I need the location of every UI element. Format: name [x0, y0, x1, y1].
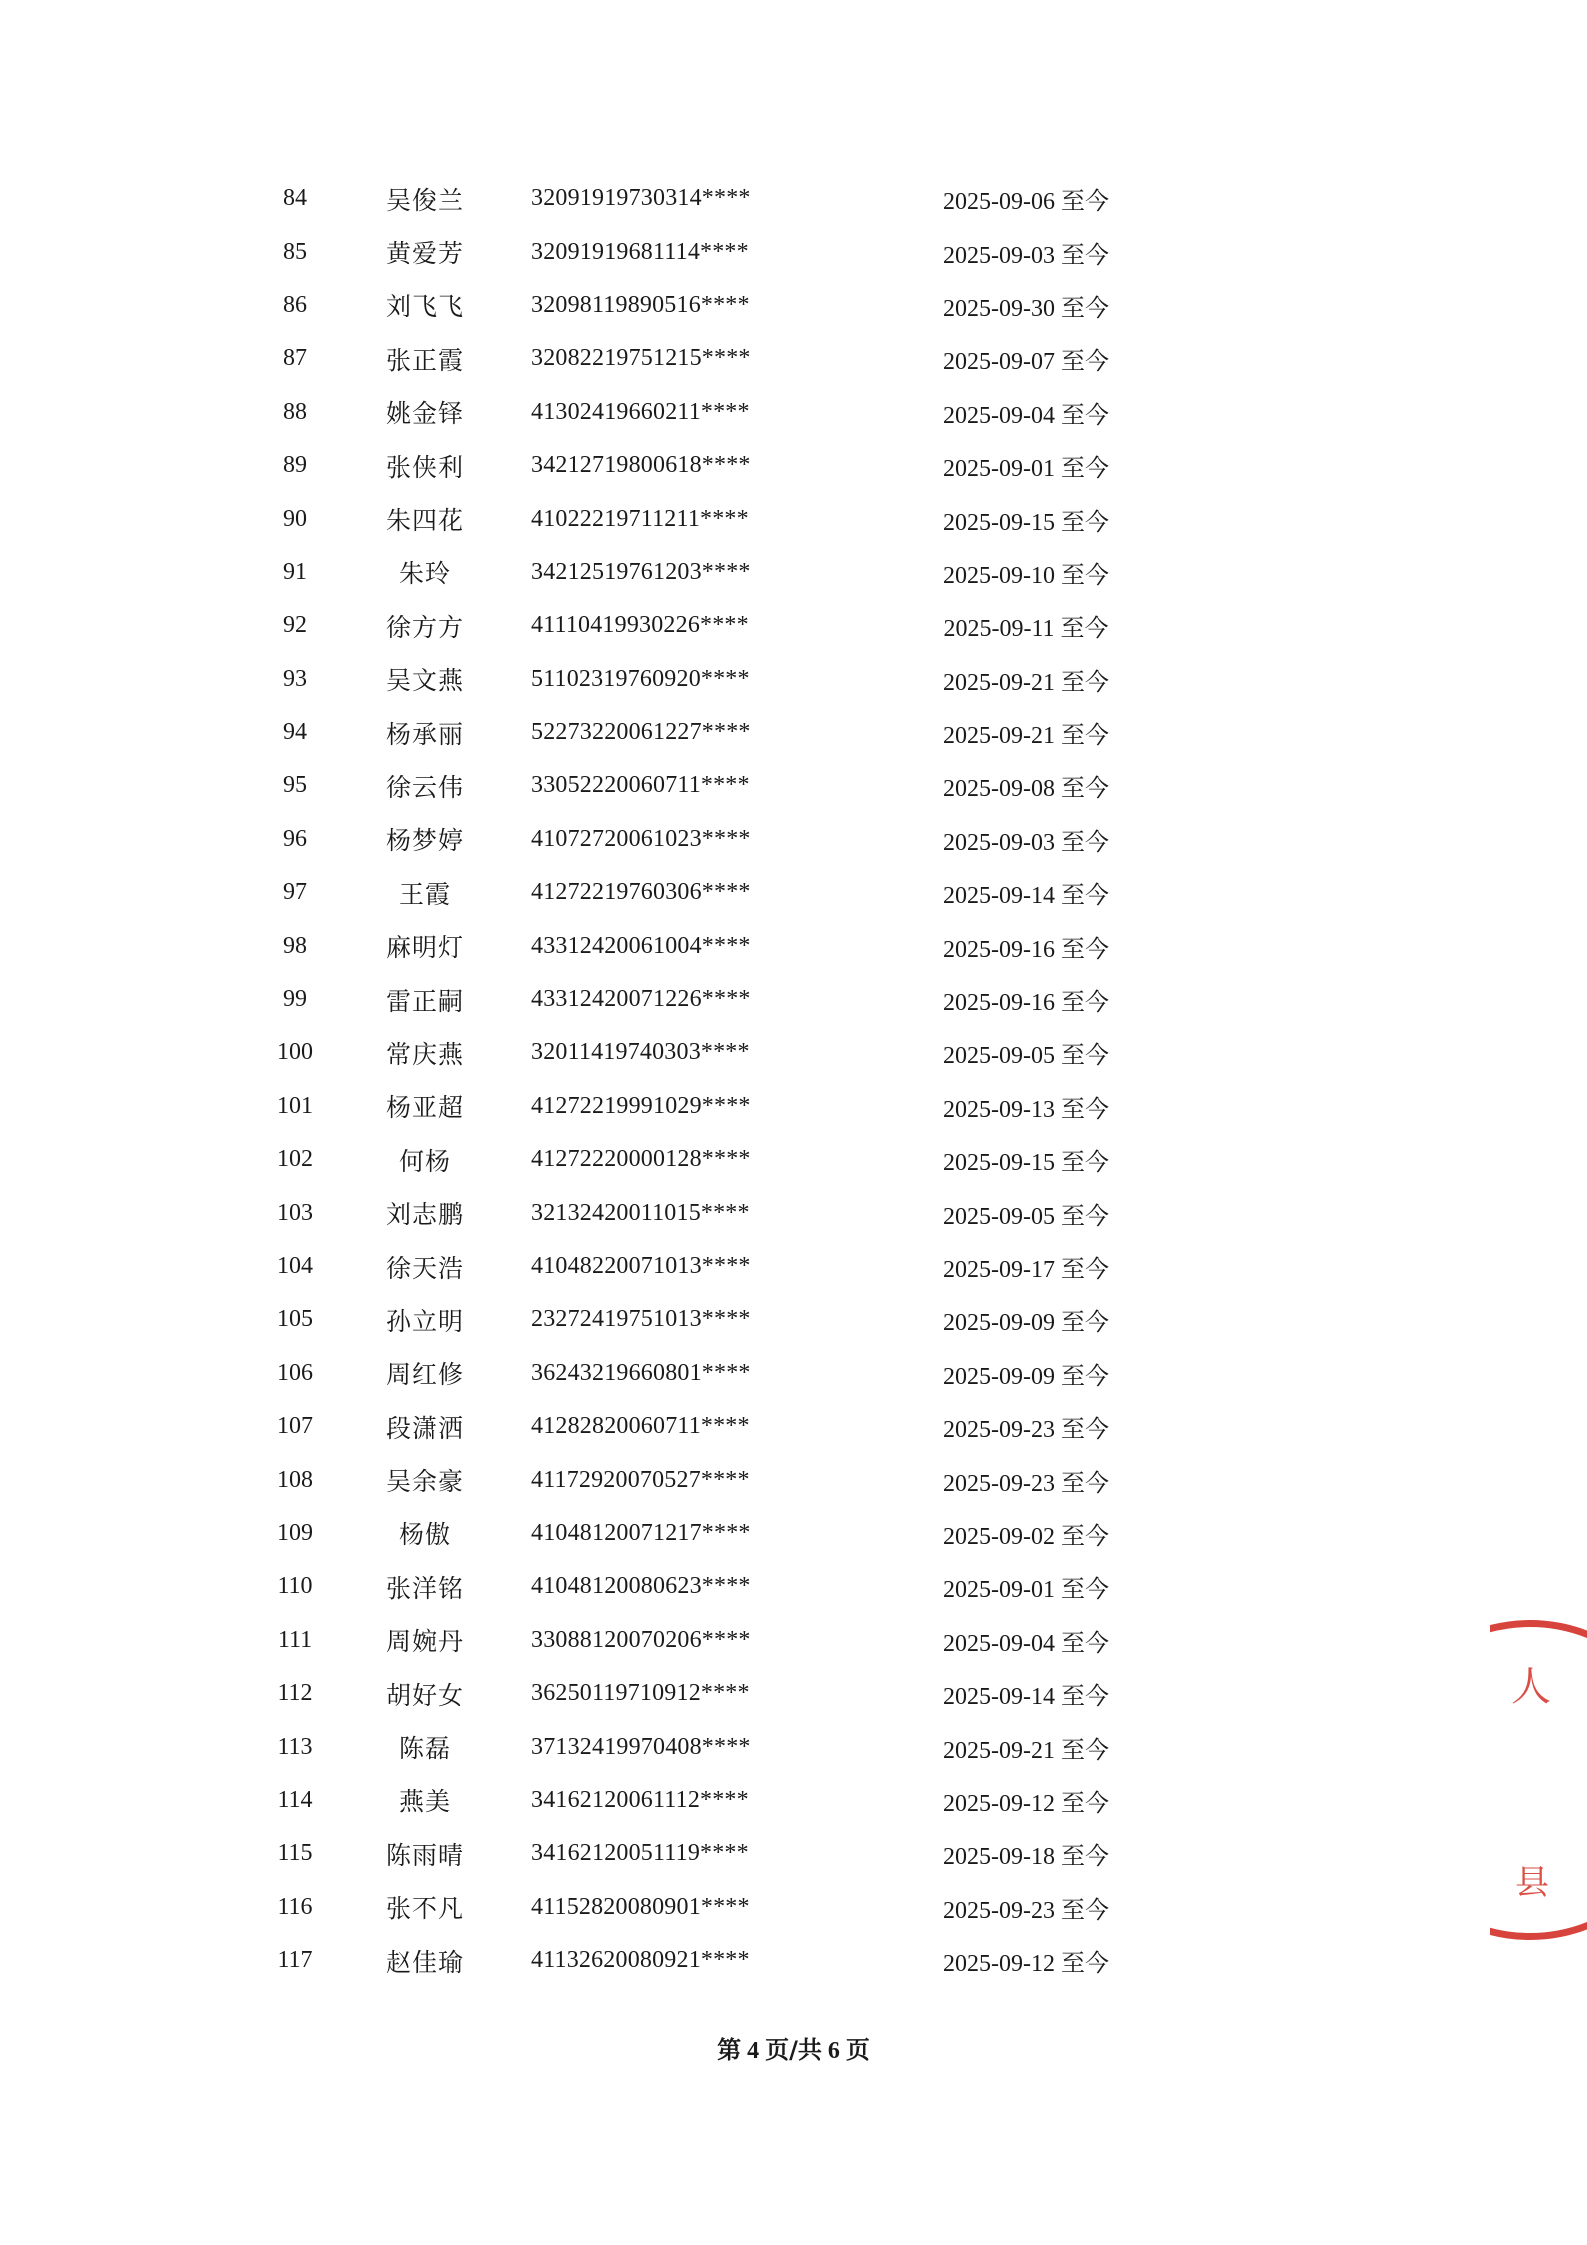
- row-name: 朱四花: [385, 506, 464, 536]
- seal-top-text: 人: [1511, 1664, 1563, 1710]
- row-status: 至今: [1060, 1788, 1109, 1817]
- row-start-date: 2025-09-13: [943, 1096, 1055, 1123]
- row-status: 至今: [1060, 1895, 1109, 1924]
- row-id-number: 34212519761203****: [531, 558, 751, 585]
- row-id-number: 41110419930226****: [531, 612, 749, 639]
- row-index: 103: [277, 1199, 313, 1226]
- row-start-date: 2025-09-14: [943, 883, 1055, 910]
- row-status: 至今: [1060, 1148, 1109, 1177]
- row-name: 徐方方: [385, 612, 464, 642]
- table-row: [255, 1186, 1255, 1239]
- row-status: 至今: [1060, 1628, 1109, 1657]
- row-index: 116: [277, 1893, 313, 1920]
- row-status: 至今: [1060, 347, 1109, 376]
- row-status: 至今: [1060, 293, 1109, 322]
- row-start-date: 2025-09-02: [943, 1523, 1055, 1550]
- row-start-date: 2025-09-09: [943, 1310, 1055, 1337]
- row-index: 96: [283, 825, 307, 852]
- row-start-date: 2025-09-04: [943, 1630, 1055, 1657]
- row-name: 麻明灯: [385, 933, 464, 963]
- row-index: 101: [277, 1092, 313, 1119]
- row-start-date: 2025-09-08: [943, 776, 1055, 803]
- table-row: [255, 546, 1255, 599]
- row-id-number: 41072720061023****: [531, 825, 751, 852]
- row-id-number: 41132620080921****: [531, 1947, 750, 1974]
- row-index: 111: [277, 1626, 313, 1653]
- table-row: [255, 1934, 1255, 1987]
- row-id-number: 36243219660801****: [531, 1359, 751, 1386]
- row-id-number: 41022219711211****: [531, 505, 749, 532]
- row-name: 刘飞飞: [385, 292, 464, 322]
- row-start-date: 2025-09-21: [943, 1737, 1055, 1764]
- row-start-date: 2025-09-21: [943, 669, 1055, 696]
- row-start-date: 2025-09-04: [943, 402, 1055, 429]
- row-index: 106: [277, 1359, 313, 1386]
- row-status: 至今: [1060, 1308, 1109, 1337]
- table-row: [255, 1667, 1255, 1720]
- row-id-number: 34162120061112****: [531, 1786, 749, 1813]
- table-row: [255, 1400, 1255, 1453]
- row-name: 杨承丽: [385, 719, 464, 749]
- row-id-number: 32091919730314****: [531, 185, 751, 212]
- row-status: 至今: [1060, 1255, 1109, 1283]
- row-status: 至今: [1060, 1468, 1109, 1497]
- records-table: [255, 172, 1255, 1987]
- row-index: 91: [283, 558, 307, 585]
- row-index: 109: [277, 1519, 313, 1546]
- row-id-number: 41282820060711****: [531, 1413, 750, 1440]
- table-row: [255, 492, 1255, 545]
- row-start-date: 2025-09-16: [943, 990, 1055, 1017]
- table-row: [255, 1240, 1255, 1293]
- row-status: 至今: [1060, 614, 1109, 643]
- row-index: 115: [277, 1840, 313, 1867]
- row-id-number: 43312420071226****: [531, 986, 751, 1013]
- row-start-date: 2025-09-12: [943, 1951, 1055, 1978]
- row-date-range: [861, 555, 1191, 590]
- row-name: 吴文燕: [385, 666, 464, 696]
- row-id-number: 36250119710912****: [531, 1680, 750, 1707]
- row-index: 88: [283, 398, 307, 425]
- table-row: [255, 1453, 1255, 1506]
- row-start-date: 2025-09-17: [943, 1257, 1055, 1283]
- table-row: [255, 1774, 1255, 1827]
- row-status: 至今: [1060, 1575, 1109, 1604]
- row-date-range: [861, 1409, 1191, 1444]
- table-row: [255, 1614, 1255, 1667]
- row-date-range: [861, 1196, 1191, 1231]
- row-date-range: [861, 1890, 1191, 1925]
- row-id-number: 34162120051119****: [531, 1840, 749, 1867]
- row-start-date: 2025-09-23: [943, 1470, 1055, 1497]
- row-date-range: [861, 715, 1191, 750]
- row-status: 至今: [1060, 187, 1109, 216]
- page-footer: [0, 2030, 1587, 2065]
- row-status: 至今: [1060, 1361, 1109, 1390]
- row-start-date: 2025-09-06: [943, 189, 1055, 216]
- row-start-date: 2025-09-14: [943, 1684, 1055, 1711]
- row-name: 姚金铎: [385, 399, 464, 429]
- row-date-range: [861, 1035, 1191, 1070]
- row-status: 至今: [1060, 240, 1109, 269]
- row-start-date: 2025-09-01: [943, 1577, 1055, 1604]
- row-name: 周婉丹: [385, 1627, 464, 1657]
- table-row: [255, 1720, 1255, 1773]
- row-name: 胡好女: [385, 1680, 464, 1710]
- row-index: 112: [277, 1680, 313, 1707]
- row-id-number: 33052220060711****: [531, 772, 750, 799]
- row-id-number: 41048120071217****: [531, 1519, 751, 1546]
- table-row: [255, 1827, 1255, 1880]
- table-row: [255, 653, 1255, 706]
- table-row: [255, 1133, 1255, 1186]
- row-name: 段潇洒: [385, 1413, 464, 1443]
- row-name: 张洋铭: [385, 1573, 464, 1603]
- row-index: 114: [277, 1786, 313, 1813]
- row-name: 徐云伟: [385, 772, 464, 802]
- footer-prefix: 第: [717, 2036, 742, 2064]
- row-status: 至今: [1060, 934, 1109, 963]
- row-name: 陈雨晴: [385, 1840, 464, 1870]
- row-id-number: 32098119890516****: [531, 291, 750, 318]
- footer-page-number: 4: [747, 2038, 760, 2064]
- footer-middle: 页/共: [765, 2036, 822, 2064]
- row-id-number: 41272220000128****: [531, 1146, 751, 1173]
- row-index: 98: [283, 932, 307, 959]
- row-name: 何杨: [398, 1146, 451, 1176]
- row-index: 89: [283, 452, 307, 479]
- row-index: 84: [283, 185, 307, 212]
- row-start-date: 2025-09-03: [943, 829, 1055, 856]
- table-row: [255, 759, 1255, 812]
- table-row: [255, 973, 1255, 1026]
- table-row: [255, 332, 1255, 385]
- row-name: 朱玲: [398, 559, 451, 589]
- row-index: 94: [283, 719, 307, 746]
- row-date-range: [861, 1142, 1191, 1177]
- row-start-date: 2025-09-07: [943, 349, 1055, 376]
- row-date-range: [861, 1356, 1191, 1391]
- table-row: [255, 919, 1255, 972]
- row-index: 95: [283, 772, 307, 799]
- row-date-range: [861, 341, 1191, 376]
- row-index: 87: [283, 345, 307, 372]
- row-date-range: [861, 662, 1191, 697]
- row-id-number: 33088120070206****: [531, 1626, 751, 1653]
- row-status: 至今: [1060, 881, 1109, 910]
- row-status: 至今: [1060, 1415, 1109, 1444]
- row-name: 张正霞: [385, 345, 464, 375]
- row-start-date: 2025-09-15: [943, 1150, 1055, 1177]
- row-status: 至今: [1060, 827, 1109, 856]
- row-name: 孙立明: [385, 1306, 464, 1336]
- row-name: 杨傲: [398, 1520, 451, 1550]
- table-row: [255, 225, 1255, 278]
- row-id-number: 32091919681114****: [531, 238, 749, 265]
- row-id-number: 32011419740303****: [531, 1039, 750, 1066]
- row-start-date: 2025-09-21: [943, 723, 1055, 750]
- row-id-number: 34212719800618****: [531, 452, 751, 479]
- row-start-date: 2025-09-16: [943, 936, 1055, 963]
- row-status: 至今: [1060, 507, 1109, 536]
- row-name: 常庆燕: [385, 1039, 464, 1069]
- row-name: 张侠利: [385, 452, 464, 482]
- table-row: [255, 813, 1255, 866]
- row-start-date: 2025-09-30: [943, 295, 1055, 322]
- row-id-number: 52273220061227****: [531, 719, 751, 746]
- row-start-date: 2025-09-11: [943, 616, 1055, 643]
- row-start-date: 2025-09-10: [943, 562, 1055, 589]
- row-name: 杨梦婷: [385, 826, 464, 856]
- table-row: [255, 439, 1255, 492]
- row-status: 至今: [1060, 1735, 1109, 1764]
- row-id-number: 41272219991029****: [531, 1092, 751, 1119]
- row-index: 117: [277, 1947, 313, 1974]
- row-name: 刘志鹏: [385, 1200, 464, 1230]
- row-name: 雷正嗣: [385, 986, 464, 1016]
- row-date-range: [861, 1249, 1191, 1284]
- row-name: 燕美: [398, 1787, 451, 1817]
- row-id-number: 41272219760306****: [531, 879, 751, 906]
- row-index: 110: [277, 1573, 313, 1600]
- table-row: [255, 1507, 1255, 1560]
- row-date-range: [861, 288, 1191, 323]
- row-id-number: 23272419751013****: [531, 1306, 751, 1333]
- row-index: 100: [277, 1039, 313, 1066]
- row-id-number: 41048220071013****: [531, 1253, 751, 1279]
- row-status: 至今: [1060, 1682, 1109, 1711]
- row-id-number: 43312420061004****: [531, 932, 751, 959]
- row-date-range: [861, 768, 1191, 803]
- row-date-range: [861, 608, 1191, 643]
- row-id-number: 41172920070527****: [531, 1466, 750, 1493]
- row-date-range: [861, 1943, 1191, 1978]
- footer-suffix: 页: [845, 2036, 870, 2064]
- row-name: 吴余豪: [385, 1467, 464, 1497]
- table-row: [255, 1293, 1255, 1346]
- row-index: 104: [277, 1253, 313, 1279]
- row-date-range: [861, 1730, 1191, 1765]
- row-status: 至今: [1060, 988, 1109, 1017]
- row-date-range: [861, 929, 1191, 964]
- seal-ring: [1490, 1620, 1587, 1940]
- table-row: [255, 386, 1255, 439]
- row-name: 赵佳瑜: [385, 1947, 464, 1977]
- row-id-number: 37132419970408****: [531, 1733, 751, 1760]
- table-row: [255, 1560, 1255, 1613]
- row-index: 102: [277, 1146, 313, 1173]
- row-index: 97: [283, 879, 307, 906]
- row-date-range: [861, 448, 1191, 483]
- row-index: 90: [283, 505, 307, 532]
- row-status: 至今: [1060, 400, 1109, 429]
- table-row: [255, 279, 1255, 332]
- row-index: 107: [277, 1413, 313, 1440]
- table-row: [255, 1881, 1255, 1934]
- row-date-range: [861, 1569, 1191, 1604]
- row-status: 至今: [1060, 1094, 1109, 1123]
- row-index: 85: [283, 238, 307, 265]
- row-date-range: [861, 235, 1191, 270]
- row-status: 至今: [1060, 454, 1109, 483]
- table-row: [255, 706, 1255, 759]
- row-index: 113: [277, 1733, 313, 1760]
- row-date-range: [861, 875, 1191, 910]
- row-date-range: [861, 1623, 1191, 1658]
- row-date-range: [861, 1676, 1191, 1711]
- row-index: 99: [283, 986, 307, 1013]
- row-date-range: [861, 1463, 1191, 1498]
- row-status: 至今: [1060, 1041, 1109, 1070]
- row-start-date: 2025-09-23: [943, 1417, 1055, 1444]
- table-row: [255, 1026, 1255, 1079]
- official-seal: [1490, 1620, 1587, 1950]
- row-name: 张不凡: [385, 1894, 464, 1924]
- row-id-number: 41152820080901****: [531, 1893, 750, 1920]
- table-row: [255, 866, 1255, 919]
- row-date-range: [861, 822, 1191, 857]
- row-status: 至今: [1060, 774, 1109, 803]
- row-index: 108: [277, 1466, 313, 1493]
- row-id-number: 51102319760920****: [531, 665, 750, 692]
- row-start-date: 2025-09-05: [943, 1203, 1055, 1230]
- row-index: 92: [283, 612, 307, 639]
- row-index: 86: [283, 291, 307, 318]
- row-index: 105: [277, 1306, 313, 1333]
- row-id-number: 32082219751215****: [531, 345, 751, 372]
- row-date-range: [861, 1516, 1191, 1551]
- table-row: [255, 172, 1255, 225]
- table-row: [255, 599, 1255, 652]
- row-status: 至今: [1060, 721, 1109, 750]
- row-name: 杨亚超: [385, 1093, 464, 1123]
- row-name: 陈磊: [398, 1734, 451, 1764]
- table-row: [255, 1080, 1255, 1133]
- row-status: 至今: [1060, 1521, 1109, 1550]
- row-name: 吴俊兰: [385, 185, 464, 215]
- row-start-date: 2025-09-03: [943, 242, 1055, 269]
- row-name: 王霞: [398, 879, 451, 909]
- row-start-date: 2025-09-12: [943, 1790, 1055, 1817]
- row-id-number: 32132420011015****: [531, 1199, 750, 1226]
- row-start-date: 2025-09-09: [943, 1363, 1055, 1390]
- seal-bottom-text: 县: [1515, 1863, 1559, 1903]
- row-status: 至今: [1060, 1842, 1109, 1871]
- row-date-range: [861, 502, 1191, 537]
- row-date-range: [861, 1836, 1191, 1871]
- row-status: 至今: [1060, 1201, 1109, 1230]
- row-status: 至今: [1060, 667, 1109, 696]
- row-name: 徐天浩: [385, 1253, 464, 1283]
- row-index: 93: [283, 665, 307, 692]
- footer-total-pages: 6: [827, 2038, 840, 2064]
- row-start-date: 2025-09-23: [943, 1897, 1055, 1924]
- row-start-date: 2025-09-15: [943, 509, 1055, 536]
- row-date-range: [861, 395, 1191, 430]
- row-start-date: 2025-09-01: [943, 456, 1055, 483]
- row-start-date: 2025-09-18: [943, 1844, 1055, 1871]
- row-date-range: [861, 1302, 1191, 1337]
- row-name: 周红修: [385, 1360, 464, 1390]
- row-start-date: 2025-09-05: [943, 1043, 1055, 1070]
- row-date-range: [861, 1783, 1191, 1818]
- row-date-range: [861, 181, 1191, 216]
- table-row: [255, 1347, 1255, 1400]
- row-name: 黄爱芳: [385, 239, 464, 269]
- row-status: 至今: [1060, 560, 1109, 589]
- row-date-range: [861, 1089, 1191, 1124]
- row-status: 至今: [1060, 1949, 1109, 1978]
- row-id-number: 41302419660211****: [531, 398, 750, 425]
- row-date-range: [861, 982, 1191, 1017]
- row-id-number: 41048120080623****: [531, 1573, 751, 1600]
